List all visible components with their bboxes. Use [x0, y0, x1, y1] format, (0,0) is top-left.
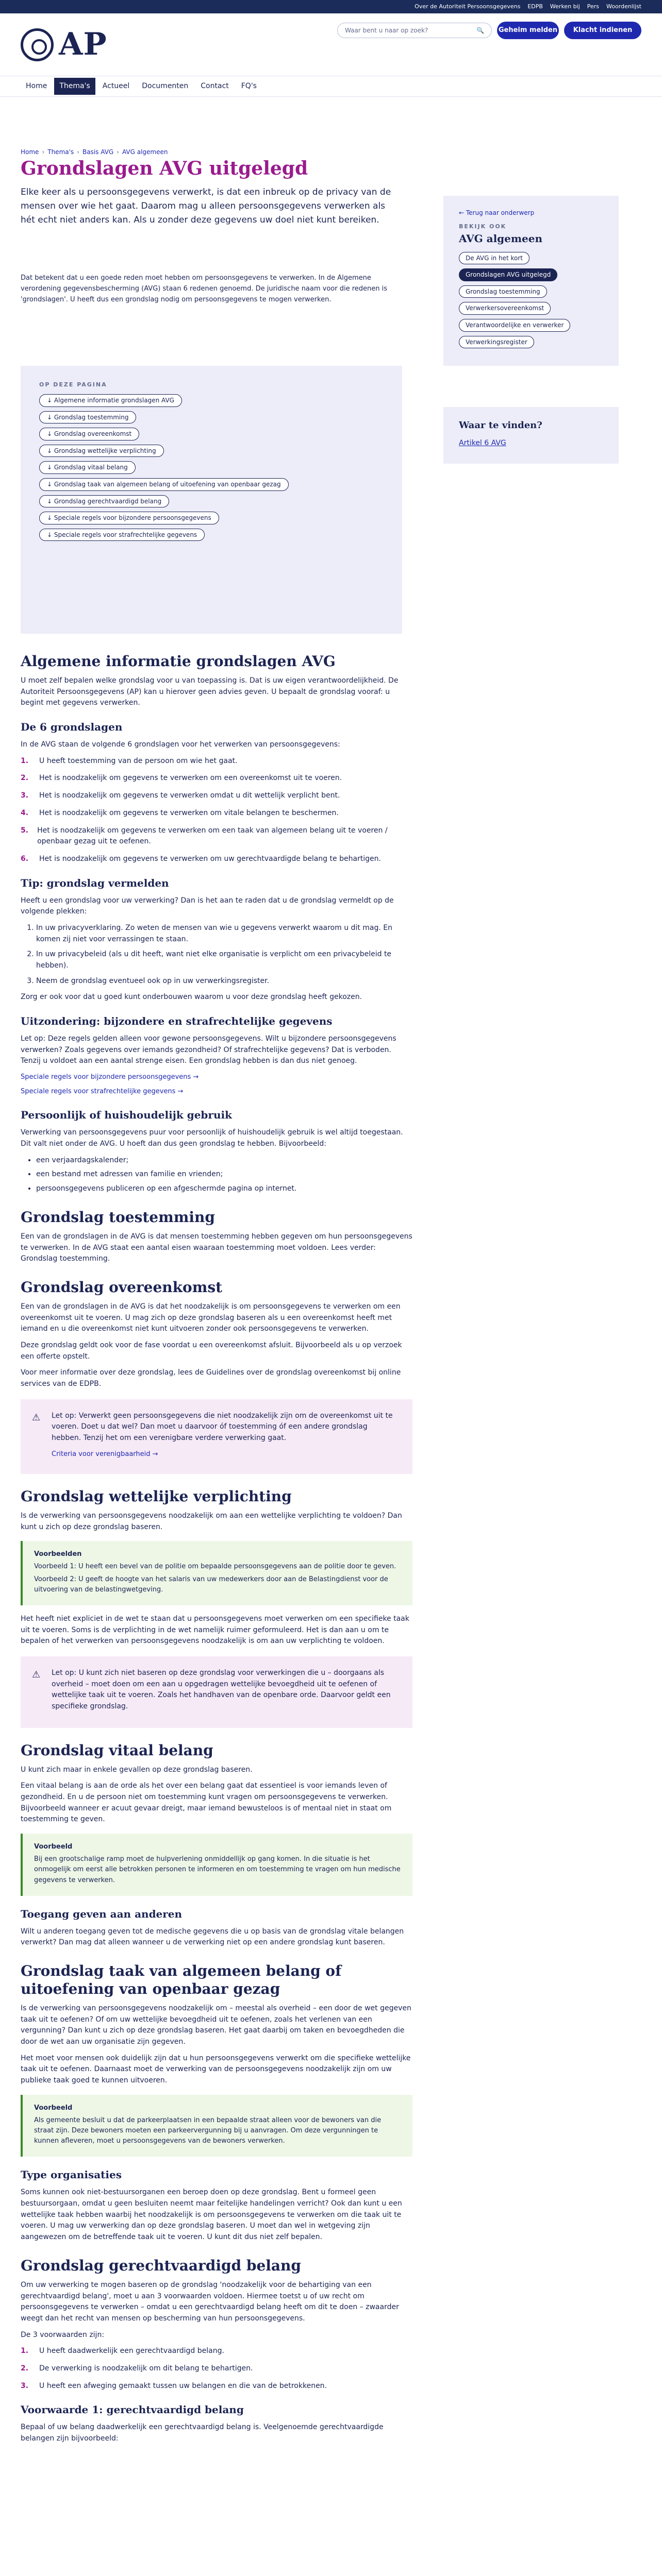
intro-text: Elke keer als u persoonsgegevens verwerkt, is dat een inbreuk op de privacy van de mensen over wie het gaat. Daarom mag u alleen persoonsgegevens verwerken als hét echt niet anders kan. Als u zonder deze gegevens uw doel niet kunt bereiken.	[21, 187, 391, 226]
breadcrumb-item[interactable]: Basis AVG	[82, 148, 114, 156]
paragraph: Een van de grondslagen in de AVG is dat het noodzakelijk is om persoonsgegevens te verwerken om een overeenkomst uit te voeren. U mag zich op deze grondslag baseren als u een overeenkomst heeft met iemand en u die overeenkomst niet kunt uitvoeren zonder ook persoonsgegevens te verwerken.	[21, 1302, 401, 1333]
subheading: De 6 grondslagen	[21, 721, 123, 734]
toc-item[interactable]: ↓ Algemene informatie grondslagen AVG	[39, 394, 182, 407]
paragraph: Wilt u anderen toegang geven tot de medische gegevens die u op basis van de grondslag vitale belangen verwerkt? Dan mag dat alleen wanneer u de verwerking niet op een andere grondslag kunt baseren.	[21, 1927, 404, 1947]
paragraph: Een van de grondslagen in de AVG is dat mensen toestemming hebben gegeven om hun persoonsgegevens te verwerken. In de AVG staat een aantal eisen waaraan toestemming moet voldoen. Lees verder: Grondslag toestemming.	[21, 1232, 412, 1263]
callout-text: Let op: Verwerkt geen persoonsgegevens die niet noodzakelijk zijn om de overeenkomst uit te voeren. Doet u dat wel? Dan moet u daarvoor óf toestemming óf een andere grondslag hebben. Tenzij het om een verenigbare verdere verwerking gaat.	[52, 1411, 393, 1443]
toc-title: OP DEZE PAGINA	[39, 381, 107, 388]
subheading: Tip: grondslag vermelden	[21, 876, 169, 889]
example-text: Voorbeeld 1: U heeft een bevel van de politie om bepaalde persoonsgegevens aan de politie door te geven.	[34, 1563, 396, 1571]
related-sidebar	[443, 196, 619, 366]
example-heading: Voorbeelden	[34, 1550, 82, 1558]
paragraph: Verwerking van persoonsgegevens puur voor persoonlijk of huishoudelijk gebruik is wel altijd toegestaan. Dit valt niet onder de AVG. U hoeft dan dus geen grondslag te hebben. Bijvoorbeeld:	[21, 1128, 403, 1148]
subheading: Uitzondering: bijzondere en strafrechtelijke gegevens	[21, 1015, 333, 1028]
paragraph: Is de verwerking van persoonsgegevens noodzakelijk om aan een wettelijke verplichting te voldoen? Dan kunt u zich op deze grondslag baseren.	[21, 1511, 402, 1531]
paragraph: De 3 voorwaarden zijn:	[21, 2330, 105, 2339]
where-link[interactable]: Artikel 6 AVG	[459, 438, 506, 447]
list-item: 3. Het is noodzakelijk om gegevens te verwerken omdat u dit wettelijk verplicht bent.	[21, 791, 340, 800]
sidebar-item[interactable]: Verantwoordelijke en verwerker	[459, 319, 570, 332]
list-item: 5. Het is noodzakelijk om gegevens te verwerken om een taak van algemeen belang uit te voeren / openbaar gezag uit te oefenen.	[21, 826, 388, 846]
list-item: 1. In uw privacyverklaring. Zo weten de mensen van wie u gegevens verwerkt waarom u dit mag. En komen zij niet voor verrassingen te staan.	[36, 923, 412, 945]
list-item: 1. U heeft daadwerkelijk een gerechtvaardigd belang.	[21, 2347, 224, 2355]
tip-list	[36, 923, 412, 987]
topbar-link[interactable]: Pers	[587, 3, 600, 10]
sidebar-kicker: BEKIJK OOK	[459, 223, 507, 230]
table-of-contents	[21, 366, 402, 634]
topbar-link[interactable]: Woordenlijst	[606, 3, 641, 10]
sidebar-item-active[interactable]: Grondslagen AVG uitgelegd	[459, 268, 557, 281]
toc-item[interactable]: ↓ Grondslag overeenkomst	[39, 428, 139, 440]
warning-icon: ⚠	[32, 1412, 41, 1423]
subheading: Voorwaarde 1: gerechtvaardigd belang	[21, 2403, 244, 2416]
nav-contact[interactable]: Contact	[201, 81, 229, 90]
paragraph: Het moet voor mensen ook duidelijk zijn dat u hun persoonsgegevens verwerkt om die specifieke wettelijke taak uit te oefenen. Daarnaast moet de verwerking van de persoonsgegevens noodzakelijk zijn om uw publieke taak goed te kunnen uitvoeren.	[21, 2054, 411, 2085]
example-text: Als gemeente besluit u dat de parkeerplaatsen in een bepaalde straat alleen voor de bewoners van die straat zijn. Deze bewoners moeten een parkeervergunning bij u aanvragen. Om deze vergunningen te kunnen afleveren, moet u persoonsgegevens van de bewoners verwerken.	[34, 2116, 382, 2145]
list-item: • een bestand met adressen van familie en vrienden;	[36, 1169, 412, 1180]
search-placeholder: Waar bent u naar op zoek?	[345, 26, 428, 34]
intro-text-2: Dat betekent dat u een goede reden moet hebben om persoonsgegevens te verwerken. In de Algemene verordening gegevensbescherming (AVG) staan 6 redenen genoemd. De juridische naam voor die redenen is 'grondslagen'. U heeft dus een grondslag nodig om persoonsgegevens te mogen verwerken.	[21, 274, 388, 303]
breadcrumb-item[interactable]: AVG algemeen	[122, 148, 168, 156]
nav-documenten[interactable]: Documenten	[142, 81, 189, 90]
complaint-button[interactable]: Klacht indienen	[564, 22, 641, 39]
section-heading: Grondslag vitaal belang	[21, 1741, 213, 1759]
paragraph: Een vitaal belang is aan de orde als het over een belang gaat dat essentieel is voor iemands leven of gezondheid. En u de persoon niet om toestemming kunt vragen om persoonsgegevens te verwerken. Bijvoorbeeld wanneer er acuut gevaar dreigt, maar iemand bewusteloos is of mentaal niet in staat om toestemming te geven.	[21, 1782, 392, 1824]
toc-item[interactable]: ↓ Speciale regels voor strafrechtelijke gegevens	[39, 529, 205, 541]
topbar-link[interactable]: Werken bij	[550, 3, 580, 10]
nav-themes[interactable]: Thema's	[54, 78, 95, 95]
site-header	[0, 13, 662, 76]
example-callout	[21, 1541, 412, 1605]
list-item: 2. In uw privacybeleid (als u dit heeft, want niet elke organisatie is verplicht om een privacybeleid te hebben).	[36, 949, 412, 971]
toc-item[interactable]: ↓ Grondslag gerechtvaardigd belang	[39, 495, 169, 508]
example-text: Voorbeeld 2: U geeft de hoogte van het salaris van uw medewerkers door aan de Belastingdienst voor de uitvoering van de belastingwetgeving.	[34, 1575, 388, 1594]
paragraph: In de AVG staan de volgende 6 grondslagen voor het verwerken van persoonsgegevens:	[21, 740, 340, 749]
page-title: Grondslagen AVG uitgelegd	[21, 158, 308, 179]
subheading: Persoonlijk of huishoudelijk gebruik	[21, 1109, 232, 1122]
section-heading: Algemene informatie grondslagen AVG	[21, 653, 336, 670]
sidebar-item[interactable]: De AVG in het kort	[459, 252, 529, 265]
toc-item[interactable]: ↓ Grondslag taak van algemeen belang of uitoefening van openbaar gezag	[39, 478, 289, 491]
paragraph: Bepaal of uw belang daadwerkelijk een gerechtvaardigd belang is. Veelgenoemde gerechtvaardigde belangen zijn bijvoorbeeld:	[21, 2423, 384, 2443]
search-input[interactable]	[337, 23, 492, 38]
example-callout	[21, 2095, 412, 2157]
compatibility-link[interactable]: Criteria voor verenigbaarheid →	[52, 1450, 158, 1458]
paragraph: Het heeft niet expliciet in de wet te staan dat u persoonsgegevens moet verwerken om een specifieke taak uit te voeren. Soms is de verplichting in de wet namelijk ruimer geformuleerd. Het is dan aan u om te bepalen of het verwerken van persoonsgegevens noodzakelijk is om aan uw verplichting te voldoen.	[21, 1614, 409, 1646]
breadcrumb: Home › Thema's › Basis AVG › AVG algemeen	[21, 147, 168, 157]
paragraph: Deze grondslag geldt ook voor de fase voordat u een overeenkomst afsluit. Bijvoorbeeld als u op verzoek een offerte opstelt.	[21, 1341, 402, 1361]
back-link[interactable]: ← Terug naar onderwerp	[459, 209, 535, 216]
special-rules-link[interactable]: Speciale regels voor bijzondere persoonsgegevens →	[21, 1073, 199, 1081]
sidebar-item[interactable]: Verwerkingsregister	[459, 336, 534, 349]
toc-item[interactable]: ↓ Grondslag toestemming	[39, 411, 136, 424]
sidebar-title: AVG algemeen	[459, 232, 543, 245]
tip-button[interactable]: Geheim melden	[497, 22, 559, 39]
paragraph: Voor meer informatie over deze grondslag, lees de Guidelines over de grondslag overeenkomst bij online services van de EDPB.	[21, 1368, 401, 1388]
nav-actueel[interactable]: Actueel	[102, 81, 130, 90]
top-bar	[0, 0, 662, 13]
section-heading: Grondslag taak van algemeen belang of uitoefening van openbaar gezag	[21, 1962, 342, 1998]
warning-callout	[21, 1399, 412, 1474]
sidebar-item[interactable]: Verwerkersovereenkomst	[459, 302, 551, 315]
paragraph: Soms kunnen ook niet-bestuursorganen een beroep doen op deze grondslag. Bent u formeel geen bestuursorgaan, omdat u geen besluiten neemt maar feitelijke handelingen verricht? Ook dan kunt u een wettelijke taak hebben waarbij het noodzakelijk is om persoonsgegevens te verwerken om die taak uit te voeren. U mag uw verwerking dan op deze grondslag baseren. U moet dan wel in wetgeving zijn aangewezen om de betreffende taak uit te voeren. U kunt dit dus niet zelf bepalen.	[21, 2188, 402, 2242]
paragraph: Heeft u een grondslag voor uw verwerking? Dan is het aan te raden dat u de grondslag vermeldt op de volgende plekken:	[21, 896, 394, 916]
breadcrumb-item[interactable]: Home	[21, 148, 39, 156]
example-callout	[21, 1834, 412, 1896]
where-title: Waar te vinden?	[459, 420, 542, 431]
example-heading: Voorbeeld	[34, 2104, 73, 2112]
breadcrumb-item[interactable]: Thema's	[47, 148, 74, 156]
paragraph: Zorg er ook voor dat u goed kunt onderbouwen waarom u voor deze grondslag heeft gekozen.	[21, 993, 362, 1002]
criminal-rules-link[interactable]: Speciale regels voor strafrechtelijke gegevens →	[21, 1088, 184, 1096]
list-item: 3. U heeft een afweging gemaakt tussen uw belangen en die van de betrokkenen.	[21, 2381, 327, 2390]
nav-home[interactable]: Home	[26, 81, 47, 90]
main-content	[21, 639, 412, 2450]
paragraph: U kunt zich maar in enkele gevallen op deze grondslag baseren.	[21, 1765, 253, 1774]
example-list	[36, 1155, 412, 1195]
where-box	[443, 407, 619, 464]
warning-icon: ⚠	[32, 1669, 41, 1680]
list-item: • een verjaardagskalender;	[36, 1155, 412, 1166]
list-item: 2. Het is noodzakelijk om gegevens te verwerken om een overeenkomst uit te voeren.	[21, 774, 342, 783]
paragraph: Let op: Deze regels gelden alleen voor gewone persoonsgegevens. Wilt u bijzondere persoonsgegevens verwerken? Zoals gegevens over iemands gezondheid? Of strafrechtelijke gegevens? Dat is verboden. Tenzij u voldoet aan een aantal strenge eisen. Een grondslag hebben is dan dus niet genoeg.	[21, 1035, 396, 1065]
list-item: 2. De verwerking is noodzakelijk om dit belang te behartigen.	[21, 2364, 253, 2372]
toc-item[interactable]: ↓ Grondslag wettelijke verplichting	[39, 445, 164, 457]
list-item: 6. Het is noodzakelijk om gegevens te verwerken om uw gerechtvaardigde belang te behartigen.	[21, 854, 381, 863]
topbar-link[interactable]: EDPB	[527, 3, 543, 10]
site-logo[interactable]	[21, 21, 107, 69]
subheading: Toegang geven aan anderen	[21, 1907, 183, 1920]
topbar-link[interactable]: Over de Autoriteit Persoonsgegevens	[415, 3, 521, 10]
toc-item[interactable]: ↓ Grondslag vitaal belang	[39, 461, 136, 474]
toc-item[interactable]: ↓ Speciale regels voor bijzondere persoonsgegevens	[39, 512, 219, 524]
example-heading: Voorbeeld	[34, 1843, 73, 1851]
warning-callout	[21, 1656, 412, 1728]
paragraph: Om uw verwerking te mogen baseren op de grondslag 'noodzakelijk voor de behartiging van een gerechtvaardigd belang', moet u aan 3 voorwaarden voldoen. Hiermee toetst u of uw recht om persoonsgegevens te verwerken – omdat u een gerechtvaardigd belang heeft om dit te doen – zwaarder weegt dan het recht van mensen op bescherming van hun persoonsgegevens.	[21, 2280, 399, 2323]
paragraph: Is de verwerking van persoonsgegevens noodzakelijk om – meestal als overheid – een door de wet gegeven taak uit te oefenen? Of om uw wettelijke bevoegdheid uit te oefenen, zoals het verlenen van een vergunning? Dan kunt u zich op deze grondslag baseren. Het gaat daarbij om taken en bevoegdheden die door de wet aan uw organisatie zijn gegeven.	[21, 2004, 411, 2046]
subheading: Type organisaties	[21, 2168, 122, 2181]
conditions-list	[21, 2346, 412, 2392]
list-item: 3. Neem de grondslag eventueel ook op in uw verwerkingsregister.	[36, 976, 412, 987]
logo-icon	[21, 28, 54, 61]
section-heading: Grondslag overeenkomst	[21, 1278, 223, 1296]
paragraph: U moet zelf bepalen welke grondslag voor u van toepassing is. Dat is uw eigen verantwoordelijkheid. De Autoriteit Persoonsgegevens (AP) kan u hierover geen advies geven. U bepaalt de grondslag vooraf: u begint met gegevens verwerken.	[21, 676, 399, 707]
basis-list	[21, 756, 412, 865]
main-nav	[0, 76, 662, 97]
list-item: • persoonsgegevens publiceren op een afgeschermde pagina op internet.	[36, 1183, 412, 1195]
example-text: Bij een grootschalige ramp moet de hulpverlening onmiddellijk op gang komen. In die situatie is het onmogelijk om eerst alle betrokken personen te informeren en om toestemming te vragen om hun medische gegevens te verwerken.	[34, 1855, 401, 1884]
logo-text: AP	[59, 26, 107, 62]
section-heading: Grondslag gerechtvaardigd belang	[21, 2257, 301, 2274]
list-item: 1. U heeft toestemming van de persoon om wie het gaat.	[21, 756, 238, 765]
section-heading: Grondslag wettelijke verplichting	[21, 1487, 292, 1505]
section-heading: Grondslag toestemming	[21, 1208, 215, 1226]
search-icon[interactable]: 🔍	[476, 26, 484, 34]
list-item: 4. Het is noodzakelijk om gegevens te verwerken om vitale belangen te beschermen.	[21, 808, 339, 817]
nav-faq[interactable]: FQ's	[241, 81, 257, 90]
sidebar-item[interactable]: Grondslag toestemming	[459, 285, 547, 298]
callout-text: Let op: U kunt zich niet baseren op deze grondslag voor verwerkingen die u – doorgaans als overheid – moet doen om een aan u opgedragen wettelijke bevoegdheid uit te oefenen of wettelijke taak uit te voeren. Zoals het handhaven van de openbare orde. Daarvoor geldt een specifieke grondslag.	[52, 1668, 391, 1710]
